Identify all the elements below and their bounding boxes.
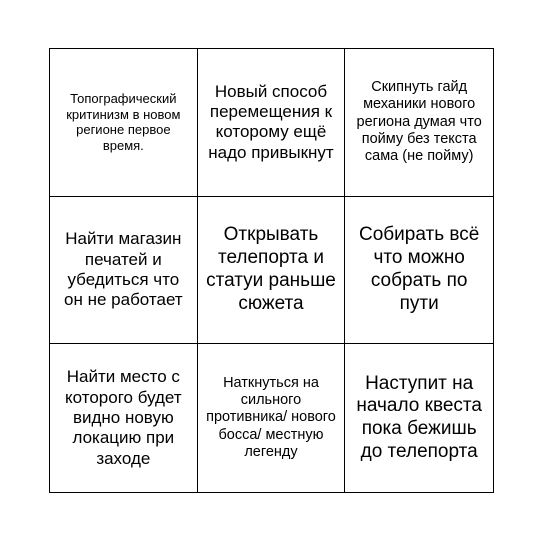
bingo-cell-text: Открывать телепорта и статуи раньше сюжета xyxy=(206,224,336,314)
bingo-cell-text: Наткнуться на сильного противника/ нового босса/ местную легенду xyxy=(206,374,336,461)
bingo-cell-7[interactable] xyxy=(50,344,198,492)
bingo-cell-text: Найти магазин печатей и убедиться что он не работает xyxy=(64,229,183,310)
bingo-cell-text: Скипнуть гайд механики нового региона думая что пойму без текста сама (не пойму) xyxy=(356,78,482,165)
bingo-cell-8[interactable] xyxy=(198,344,346,492)
bingo-cell-9[interactable] xyxy=(345,344,493,492)
bingo-cell-3[interactable] xyxy=(345,49,493,197)
bingo-cell-text: Топографический критинизм в новом регионе первое время. xyxy=(66,91,181,153)
bingo-board xyxy=(49,48,494,493)
bingo-cell-text: Наступит на начало квеста пока бежишь до телепорта xyxy=(356,372,482,462)
bingo-cell-2[interactable] xyxy=(198,49,346,197)
bingo-cell-text: Новый способ перемещения к которому ещё надо привыкнут xyxy=(208,81,334,162)
bingo-cell-text: Собирать всё что можно собрать по пути xyxy=(359,224,480,314)
bingo-cell-4[interactable] xyxy=(50,197,198,345)
bingo-cell-text: Найти место с которого будет видно новую локацию при заходе xyxy=(65,367,182,468)
bingo-cell-6[interactable] xyxy=(345,197,493,345)
bingo-cell-5[interactable] xyxy=(198,197,346,345)
bingo-cell-1[interactable] xyxy=(50,49,198,197)
